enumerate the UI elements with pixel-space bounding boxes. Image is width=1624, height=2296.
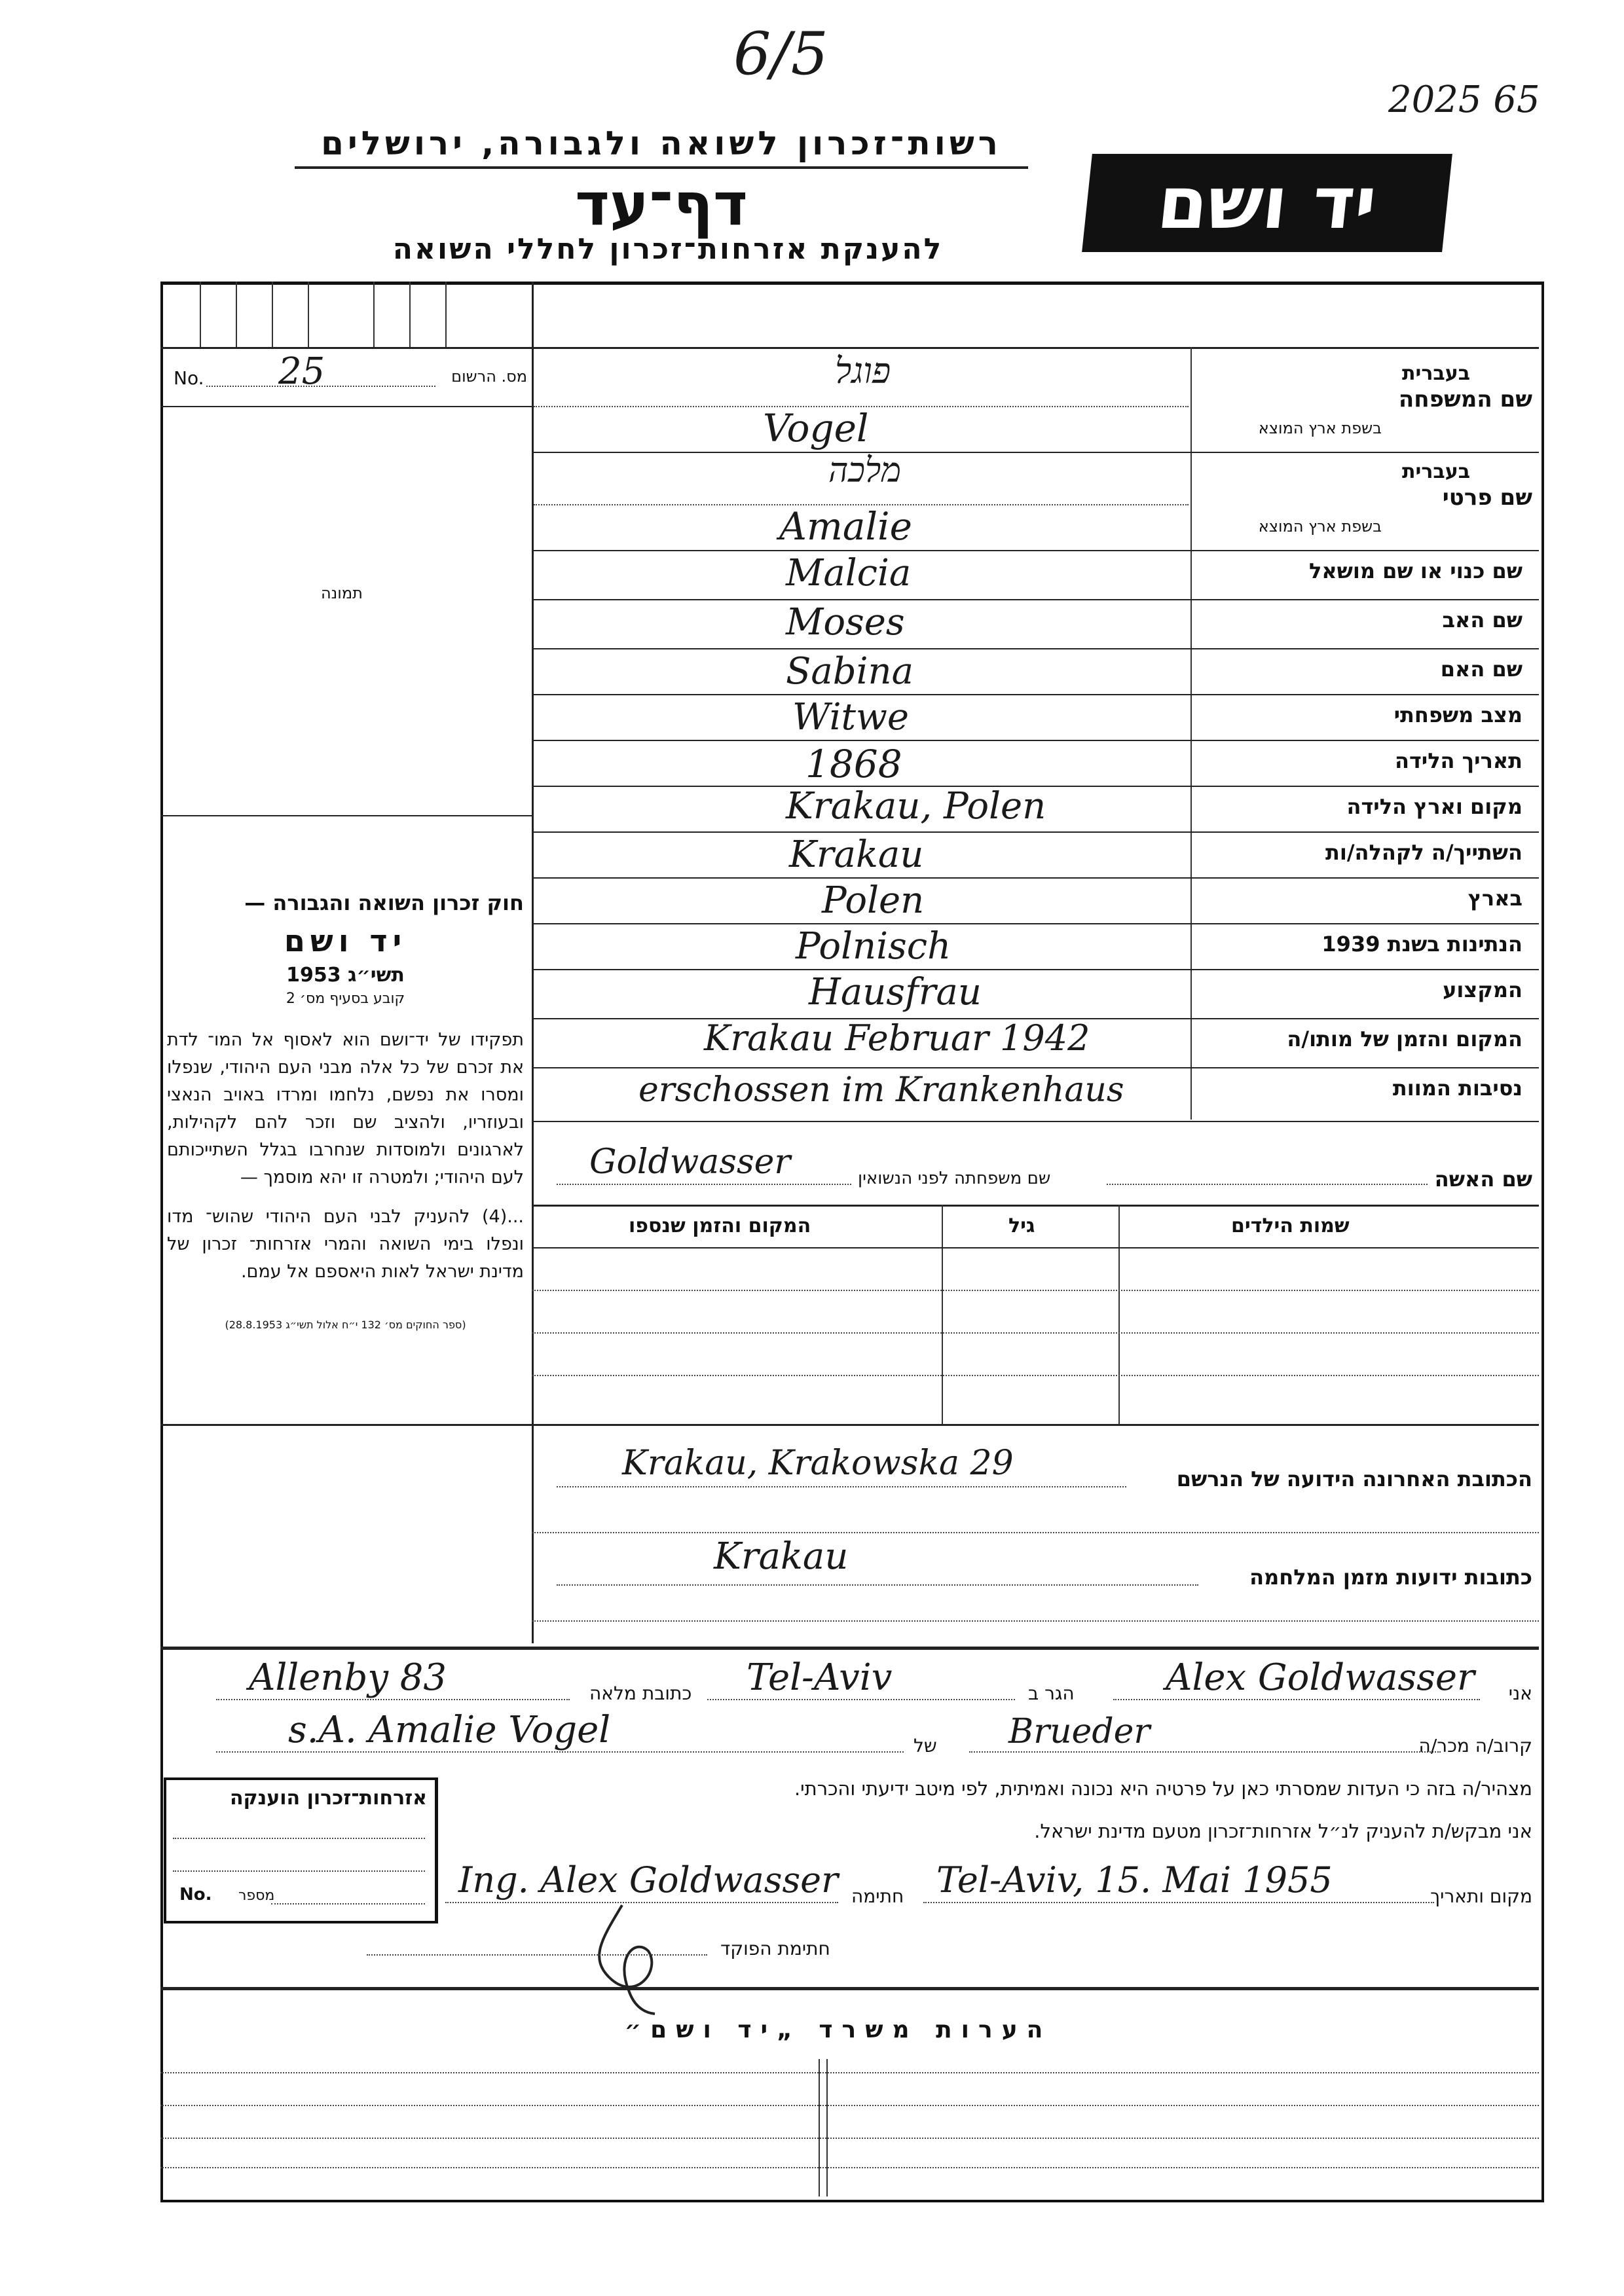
relation-label: קרוב/ה מכר/ה xyxy=(1418,1735,1532,1757)
line-citizenship xyxy=(532,969,1539,970)
place-date-value[interactable]: Tel-Aviv, 15. Mai 1955 xyxy=(936,1859,1333,1901)
grant-no-label: No. xyxy=(179,1885,212,1904)
occupation-value[interactable]: Hausfrau xyxy=(809,971,982,1013)
family-name-hebrew-value[interactable]: פוגל xyxy=(835,350,891,392)
row-first-origin xyxy=(534,504,1529,551)
strip-tick-4 xyxy=(308,282,309,347)
birth-place-value[interactable]: Krakau, Polen xyxy=(786,785,1046,828)
mother-value[interactable]: Sabina xyxy=(786,650,913,693)
i-label: אני xyxy=(1508,1683,1532,1704)
children-row-1 xyxy=(532,1290,1539,1291)
row-nickname xyxy=(534,553,1529,600)
notes-line-4 xyxy=(160,2167,1539,2168)
strip-tick-2 xyxy=(236,282,237,347)
children-row-3 xyxy=(532,1375,1539,1376)
family-name-label: שם המשפחה xyxy=(1398,386,1532,412)
signature-label: חתימה xyxy=(851,1886,904,1907)
top-right-ref: 2025 65 xyxy=(1388,79,1540,121)
notes-line-3 xyxy=(160,2138,1539,2139)
community-label: השתייך/ה לקהלה/ות xyxy=(1325,840,1522,865)
relation-value[interactable]: Brueder xyxy=(1008,1712,1151,1751)
grant-line-2 xyxy=(173,1870,425,1872)
country-value[interactable]: Polen xyxy=(822,879,925,922)
origin-label-1: בשפת ארץ המוצא xyxy=(1258,419,1382,437)
hebrew-label-1: בעברית xyxy=(1402,362,1470,385)
row-mother xyxy=(534,651,1529,699)
yad-vashem-logo xyxy=(1082,154,1452,252)
office-notes-title: הערות משרד „יד ושם״ xyxy=(624,2016,1052,2043)
war-address-line-2 xyxy=(532,1620,1539,1622)
full-address-label: כתובת מלאה xyxy=(589,1683,692,1704)
relation-of-dots xyxy=(216,1751,904,1753)
last-address-dots xyxy=(557,1486,1126,1487)
row-birth-date xyxy=(534,743,1529,790)
declarant-bottom xyxy=(160,1987,1539,1990)
line-country xyxy=(532,923,1539,924)
row-country xyxy=(534,881,1529,928)
photo-label: תמונה xyxy=(321,584,363,602)
wife-maiden-value[interactable]: Goldwasser xyxy=(589,1142,791,1182)
photo-top xyxy=(160,406,532,407)
mother-label: שם האם xyxy=(1440,657,1522,682)
strip-tick-1 xyxy=(200,282,201,347)
community-value[interactable]: Krakau xyxy=(789,833,924,876)
children-header-place: המקום והזמן שנספו xyxy=(629,1214,811,1237)
reg-label: מס. הרשום xyxy=(451,367,527,386)
declaration-line-2: אני מבקש/ת להעניק לנ״ל אזרחות־זכרון מטעם מדינת ישראל. xyxy=(1034,1820,1532,1842)
origin-label-2: בשפת ארץ המוצא xyxy=(1258,517,1382,536)
registration-row xyxy=(167,350,527,396)
reg-no-label: No. xyxy=(174,367,204,389)
wife-label: שם האשה xyxy=(1434,1167,1532,1192)
reg-value[interactable]: 25 xyxy=(278,350,325,393)
grant-no-line xyxy=(271,1903,425,1904)
form-title: דף־עד xyxy=(575,170,748,239)
notes-line-1 xyxy=(160,2072,1539,2073)
grant-number-label: מספר xyxy=(238,1887,275,1904)
war-address-dots xyxy=(557,1584,1198,1586)
grant-title: אזרחות־זכרון הוענקה xyxy=(229,1787,427,1810)
notes-line-2 xyxy=(160,2105,1539,2106)
top-strip-bottom xyxy=(160,347,1539,349)
law-paragraph-1: תפקידו של יד־ושם הוא לאסוף אל המו־ לדת את זכרם של כל אלה מבני העם היהודי, שנפלו ומסרו את נפשם, נלחמו ומרדו באויב הנאצי ובעוזריו, ולהציב שם וזכר להם לקהילות, לארגונים ולמוסדות שנחרבו בגלל השתייכותם לעם היהודי; ולמטרה זו יהא מוסמך — xyxy=(167,1030,524,1188)
first-name-label: שם פרטי xyxy=(1442,484,1532,511)
line-birth-place xyxy=(532,831,1539,833)
row-birth-place xyxy=(534,785,1529,836)
grant-box xyxy=(164,1777,438,1923)
address-dots xyxy=(216,1699,570,1700)
of-label: של xyxy=(913,1735,937,1757)
death-circ-value[interactable]: erschossen im Krankenhaus xyxy=(638,1070,1124,1110)
last-address-line-2 xyxy=(532,1532,1539,1533)
city-dots xyxy=(707,1699,1015,1700)
children-header-names: שמות הילדים xyxy=(1231,1214,1350,1237)
officer-sig-label: חתימת הפוקד xyxy=(720,1938,830,1959)
place-date-dots xyxy=(923,1902,1434,1903)
officer-sig-dots xyxy=(367,1954,707,1956)
strip-tick-7 xyxy=(445,282,447,347)
address-value[interactable]: Allenby 83 xyxy=(249,1656,447,1699)
notes-divider-2 xyxy=(826,2059,828,2196)
marital-value[interactable]: Witwe xyxy=(792,696,910,738)
strip-tick-5 xyxy=(373,282,375,347)
marital-label: מצב משפחתי xyxy=(1393,702,1522,727)
notes-divider-1 xyxy=(819,2059,820,2196)
section-bottom xyxy=(160,1647,1539,1650)
form-subtitle: להענקת אזרחות־זכרון לחללי השואה xyxy=(392,232,944,266)
law-clause: קובע בסעיף מס׳ 2 xyxy=(286,991,405,1007)
signature-value[interactable]: Ing. Alex Goldwasser xyxy=(458,1859,838,1901)
death-place-label: המקום והזמן של מותו/ה xyxy=(1287,1027,1522,1051)
children-col-1 xyxy=(942,1205,943,1424)
line-community xyxy=(532,877,1539,879)
birth-date-label: תאריך הלידה xyxy=(1394,748,1522,773)
wife-maiden-label: שם משפחתה לפני הנשואין xyxy=(858,1169,1051,1188)
line-wife xyxy=(532,1205,1539,1207)
death-place-value[interactable]: Krakau Februar 1942 xyxy=(704,1017,1090,1059)
first-name-hebrew-value[interactable]: מלכה xyxy=(828,451,902,490)
city-value[interactable]: Tel-Aviv xyxy=(747,1656,893,1699)
line-father xyxy=(532,648,1539,649)
law-year: תשי״ג 1953 xyxy=(286,964,405,987)
declarant-name-value[interactable]: Alex Goldwasser xyxy=(1166,1656,1475,1699)
law-title: חוק זכרון השואה והגבורה — xyxy=(244,890,524,915)
authority-title: רשות־זכרון לשואה ולגבורה, ירושלים xyxy=(295,124,1028,169)
row-death-circ xyxy=(534,1070,1529,1118)
line-nickname xyxy=(532,599,1539,600)
row-family-origin xyxy=(534,406,1529,453)
line-death-circ xyxy=(532,1121,1539,1122)
birth-date-value[interactable]: 1868 xyxy=(805,742,902,786)
row-first-hebrew xyxy=(534,451,1529,502)
row-citizenship xyxy=(534,926,1529,974)
line-death-place xyxy=(532,1067,1539,1068)
father-label: שם האב xyxy=(1442,608,1522,632)
nickname-label: שם כנוי או שם מושאל xyxy=(1308,558,1522,583)
hebrew-label-2: בעברית xyxy=(1402,460,1470,483)
first-name-value[interactable]: Amalie xyxy=(779,504,912,549)
birth-place-label: מקום וארץ הלידה xyxy=(1346,794,1522,819)
declarant-name-dots xyxy=(1113,1699,1480,1700)
father-value[interactable]: Moses xyxy=(786,601,905,644)
children-col-2 xyxy=(1118,1205,1120,1424)
war-address-label: כתובות ידועות מזמן המלחמה xyxy=(1249,1565,1532,1590)
line-mother xyxy=(532,694,1539,695)
law-name: יד ושם xyxy=(284,923,407,958)
line-first xyxy=(532,550,1539,551)
strip-tick-6 xyxy=(409,282,411,347)
resides-label: הגר ב xyxy=(1028,1683,1075,1704)
row-family-hebrew xyxy=(534,350,1529,404)
children-header-line xyxy=(532,1247,1539,1248)
last-address-value[interactable]: Krakau, Krakowska 29 xyxy=(622,1444,1014,1483)
death-circ-label: נסיבות המוות xyxy=(1392,1076,1522,1101)
row-community xyxy=(534,835,1529,882)
line-marital xyxy=(532,740,1539,741)
children-bottom xyxy=(160,1424,1539,1426)
declaration-line-1: מצהיר/ה בזה כי העדות שמסרתי כאן על פרטיה היא נכונה ואמיתית, לפי מיטב ידיעתי והכרתי. xyxy=(794,1777,1532,1800)
war-address-value[interactable]: Krakau xyxy=(714,1535,849,1578)
relation-dots xyxy=(969,1751,1441,1753)
family-name-value[interactable]: Vogel xyxy=(763,406,869,450)
row-occupation xyxy=(534,972,1529,1019)
place-date-label: מקום ותאריך xyxy=(1430,1886,1532,1907)
occupation-label: המקצוע xyxy=(1443,977,1522,1002)
wife-name-dots xyxy=(1107,1184,1428,1185)
row-marital xyxy=(534,697,1529,744)
citizenship-value[interactable]: Polnisch xyxy=(796,925,951,968)
logo-text: יד ושם xyxy=(1153,161,1381,245)
photo-bottom xyxy=(160,815,532,816)
line-family xyxy=(532,452,1539,453)
grant-line-1 xyxy=(173,1838,425,1839)
last-address-label: הכתובת האחרונה הידועה של הנרשם xyxy=(1176,1467,1532,1491)
strip-tick-3 xyxy=(272,282,273,347)
children-header-age: גיל xyxy=(1008,1214,1035,1237)
law-citation: (ספר החוקים מס׳ 132 י״ח אלול תשי״ג 28.8.1953) xyxy=(225,1319,466,1331)
row-father xyxy=(534,602,1529,649)
law-paragraph-2: ...(4) להעניק לבני העם היהודי שהוש־ מדו ונפלו בימי השואה והמרי אזרחות־ זכרון של מדינת ישראל לאות היאספם אל עמם. xyxy=(167,1207,524,1282)
law-box xyxy=(167,890,524,1331)
relation-of-value[interactable]: s.A. Amalie Vogel xyxy=(288,1709,611,1751)
top-number: 6/5 xyxy=(733,20,828,88)
country-label: בארץ xyxy=(1467,886,1522,911)
nickname-value[interactable]: Malcia xyxy=(786,552,912,594)
citizenship-label: הנתינות בשנת 1939 xyxy=(1321,932,1522,957)
children-row-2 xyxy=(532,1332,1539,1334)
wife-maiden-dots xyxy=(557,1184,851,1185)
row-death-place xyxy=(534,1017,1529,1068)
